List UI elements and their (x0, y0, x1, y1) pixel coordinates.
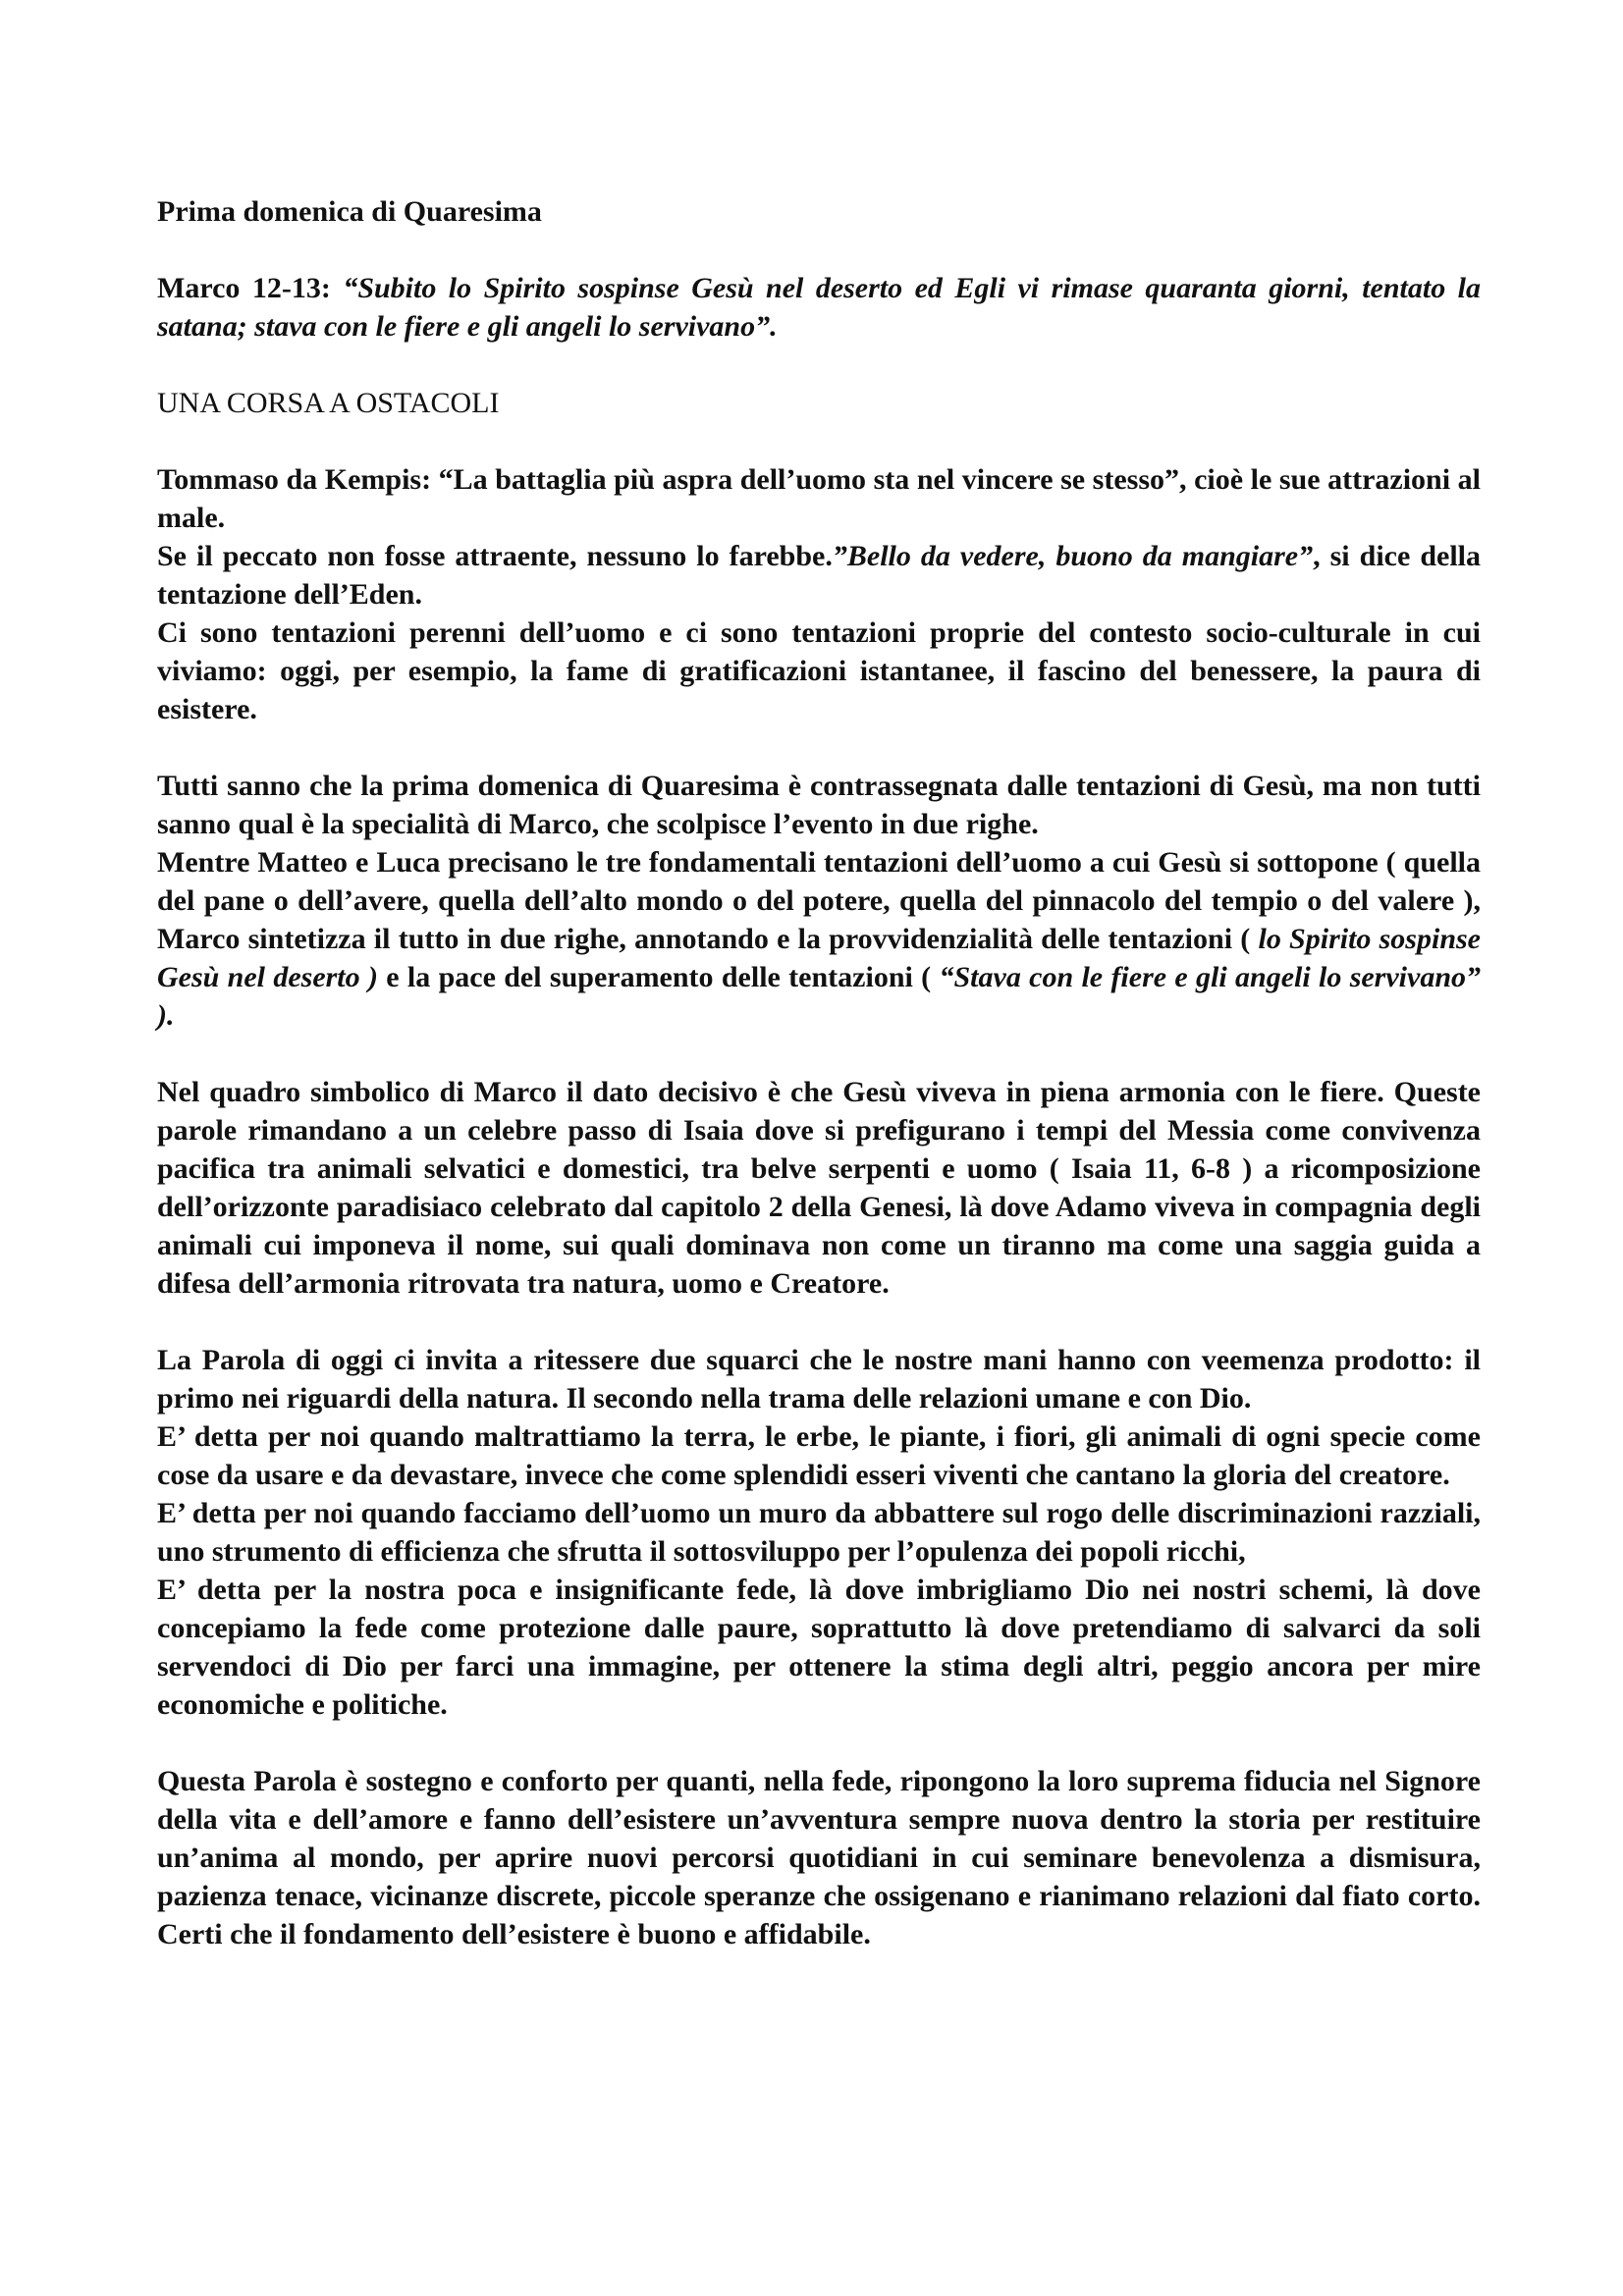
inline-quote: “Stava con le fiere e gli angeli lo servivano” ). (157, 961, 1482, 1032)
paragraph-block-5 (157, 1762, 1481, 1953)
paragraph: E’ detta per noi quando maltrattiamo la terra, le erbe, le piante, i fiori, gli animali di ogni specie come cose da usare e da devastare, invece che come splendidi esseri viventi che cantano la gloria del creatore. (157, 1420, 1481, 1491)
paragraph-block-2 (157, 767, 1481, 1035)
eden-quote: ”Bello da vedere, buono da mangiare” (832, 540, 1314, 572)
paragraph: Questa Parola è sostegno e conforto per quanti, nella fede, ripongono la loro suprema fiducia nel Signore della vita e dell’amore e fanno dell’esistere un’avventura sempre nuova dentro la storia per restituire un’anima al mondo, per aprire nuovi percorsi quotidiani in cui seminare benevolenza a dismisura, pazienza tenace, vicinanze discrete, piccole speranze che ossigenano e rianimano relazioni dal fiato corto. Certi che il fondamento dell’esistere è buono e affidabile. (157, 1765, 1481, 1950)
paragraph: E’ detta per la nostra poca e insignificante fede, là dove imbrigliamo Dio nei nostri schemi, là dove concepiamo la fede come protezione dalle paure, soprattutto là dove pretendiamo di salvarci da soli servendoci di Dio per farci una immagine, per ottenere la stima degli altri, peggio ancora per mire economiche e politiche. (157, 1574, 1481, 1721)
paragraph-block-1 (157, 460, 1481, 728)
citation-quote: “Subito lo Spirito sospinse Gesù nel deserto ed Egli vi rimase quaranta giorni, tentato la satana; stava con le fiere e gli angeli lo servivano”. (157, 272, 1481, 343)
paragraph: E’ detta per noi quando facciamo dell’uomo un muro da abbattere sul rogo delle discriminazioni razziali, uno strumento di efficienza che sfrutta il sottosviluppo per l’opulenza dei popoli ricchi, (157, 1497, 1481, 1568)
document-body (157, 192, 1481, 1953)
paragraph: Tommaso da Kempis: “La battaglia più aspra dell’uomo sta nel vincere se stesso”, cioè le sue attrazioni al male. (157, 463, 1481, 534)
paragraph: Ci sono tentazioni perenni dell’uomo e ci sono tentazioni proprie del contesto socio-culturale in cui viviamo: oggi, per esempio, la fame di gratificazioni istantanee, il fascino del benessere, la paura di esistere. (157, 616, 1481, 725)
inline-quote: lo Spirito sospinse Gesù nel deserto ) (157, 923, 1481, 993)
page-title: Prima domenica di Quaresima (157, 195, 542, 228)
paragraph-block-4 (157, 1341, 1481, 1724)
paragraph: Mentre Matteo e Luca precisano le tre fondamentali tentazioni dell’uomo a cui Gesù si sottopone ( quella del pane o dell’avere, quella dell’alto mondo o del potere, quella del pinnacolo del tempio o del valere ), Marco sintetizza il tutto in due righe, annotando e la provvidenzialità delle tentazioni ( lo Spirito sospinse Gesù nel deserto ) e la pace del superamento delle tentazioni ( “Stava con le fiere e gli angeli lo servivano” ). (157, 846, 1482, 1032)
section-heading: UNA CORSA A OSTACOLI (157, 387, 500, 419)
paragraph: Tutti sanno che la prima domenica di Quaresima è contrassegnata dalle tentazioni di Gesù, ma non tutti sanno qual è la specialità di Marco, che scolpisce l’evento in due righe. (157, 770, 1481, 840)
paragraph-block-3 (157, 1073, 1481, 1303)
paragraph: La Parola di oggi ci invita a ritessere due squarci che le nostre mani hanno con veemenza prodotto: il primo nei riguardi della natura. Il secondo nella trama delle relazioni umane e con Dio. (157, 1344, 1481, 1415)
gospel-citation (157, 269, 1481, 346)
citation-reference: Marco 12-13: (157, 272, 331, 304)
paragraph: Se il peccato non fosse attraente, nessuno lo farebbe.”Bello da vedere, buono da mangiare”, si dice della tentazione dell’Eden. (157, 540, 1481, 611)
paragraph: Nel quadro simbolico di Marco il dato decisivo è che Gesù viveva in piena armonia con le fiere. Queste parole rimandano a un celebre passo di Isaia dove si prefigurano i tempi del Messia come convivenza pacifica tra animali selvatici e domestici, tra belve serpenti e uomo ( Isaia 11, 6-8 ) a ricomposizione dell’orizzonte paradisiaco celebrato dal capitolo 2 della Genesi, là dove Adamo viveva in compagnia degli animali cui imponeva il nome, sui quali dominava non come un tiranno ma come una saggia guida a difesa dell’armonia ritrovata tra natura, uomo e Creatore. (157, 1076, 1481, 1300)
